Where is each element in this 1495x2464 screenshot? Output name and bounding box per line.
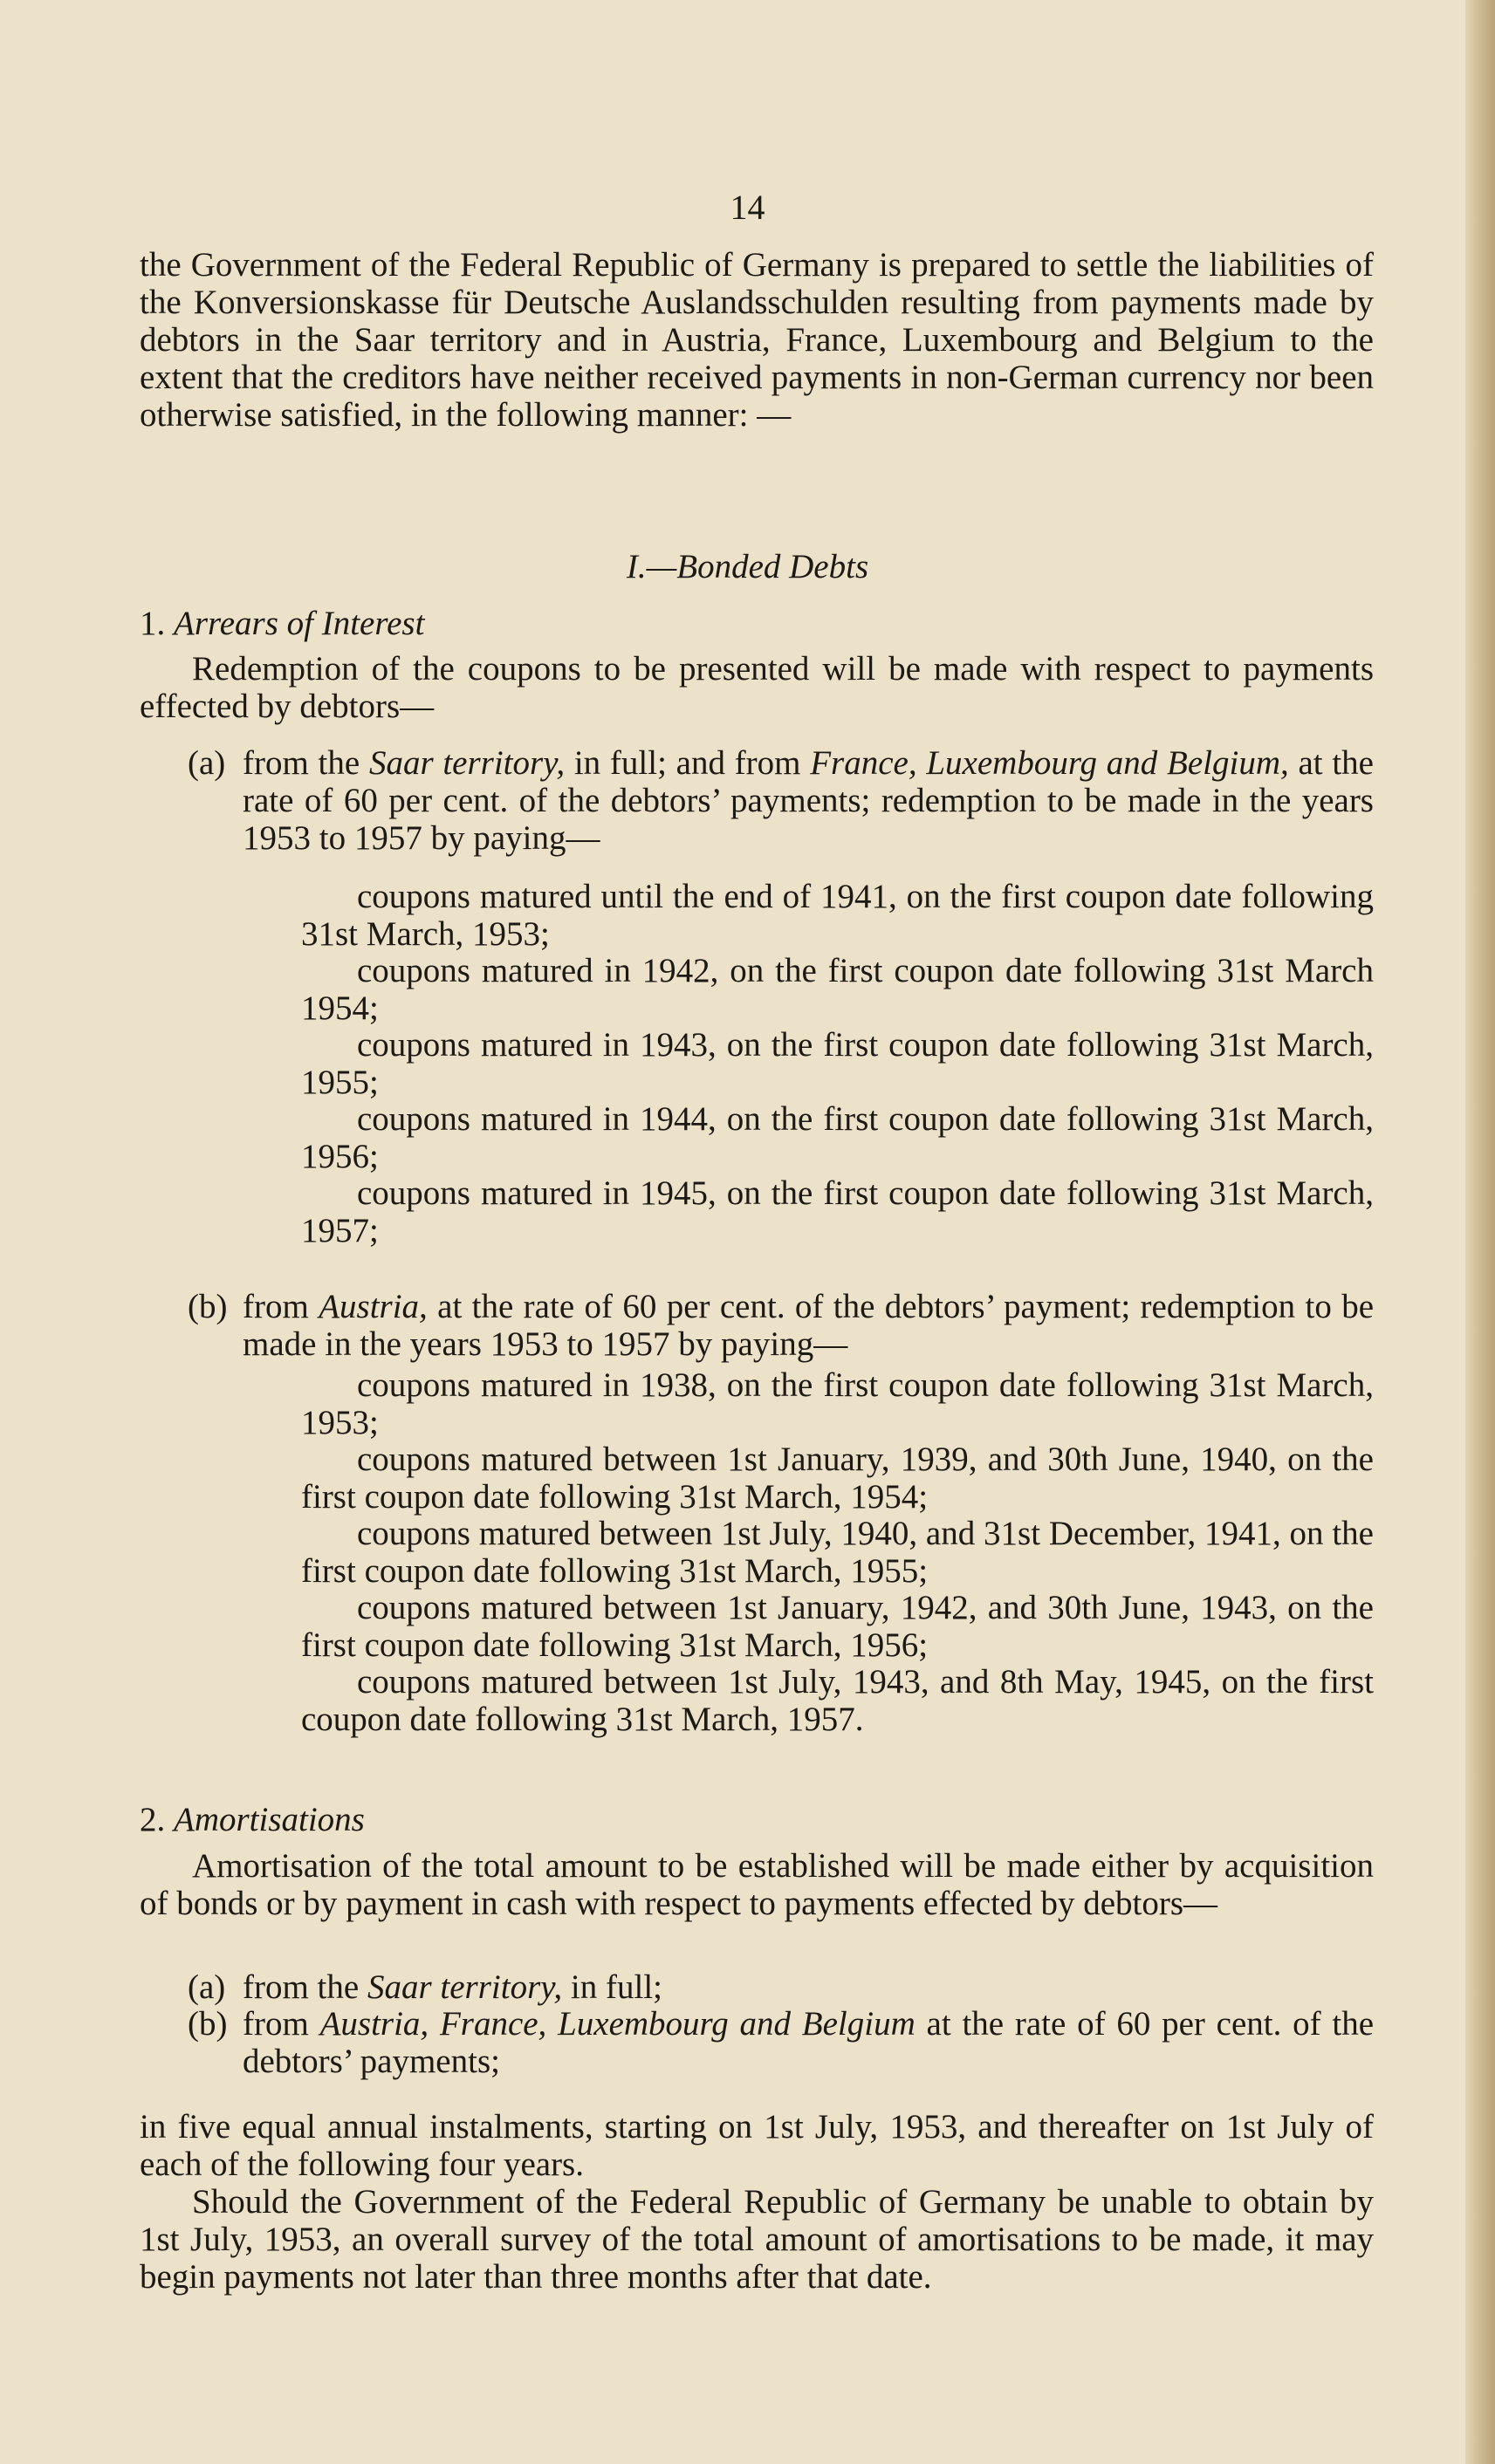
section2-item-a xyxy=(188,1968,1374,2006)
section1-item-b-text xyxy=(243,1288,1374,1363)
item-b-from: from xyxy=(243,1288,309,1325)
section1-item-a-text xyxy=(243,744,1374,857)
item2a-rest: in full; xyxy=(570,1968,662,2006)
section2-item-a-text xyxy=(243,1968,1374,2006)
section2-heading xyxy=(140,1801,365,1838)
section2-closing-block xyxy=(140,2108,1374,2296)
item2a-from: from the xyxy=(243,1968,360,2006)
coupon-line: coupons matured until the end of 1941, on the first coupon date following 31st March, 1953; xyxy=(301,878,1374,953)
coupon-line: coupons matured between 1st January, 1939, and 30th June, 1940, on the first coupon date following 31st March, 1954; xyxy=(301,1441,1374,1516)
intro-paragraph: the Government of the Federal Republic of Germany is prepared to settle the liabilities of the Konversionskasse für Deutsche Auslandsschulden resulting from payments made by debtors in the Saar territory and in Austria, France, Luxembourg and Belgium to the extent that the creditors have neither received payments in non-German currency nor been otherwise satisfied, in the following manner: — xyxy=(140,246,1374,434)
item2b-countries: Austria, France, Luxembourg and Belgium xyxy=(319,2005,916,2043)
section1-lead: Redemption of the coupons to be presented will be made with respect to payments effected by debtors— xyxy=(140,650,1374,725)
section2-item-b xyxy=(188,2005,1374,2080)
section2-item-a-label: (a) xyxy=(188,1968,226,2006)
intro-block xyxy=(140,246,1374,434)
item2b-from: from xyxy=(243,2005,309,2043)
section2-title: Amortisations xyxy=(174,1801,365,1838)
austria: Austria, xyxy=(319,1288,428,1325)
coupon-line: coupons matured in 1943, on the first coupon date following 31st March, 1955; xyxy=(301,1026,1374,1101)
item2b-rest: at the rate of 60 per cent. of the debtors’ payments; xyxy=(243,2005,1375,2080)
coupon-line: coupons matured between 1st January, 1942, and 30th June, 1943, on the first coupon date following 31st March, 1956; xyxy=(301,1589,1374,1664)
coupon-line: coupons matured in 1938, on the first coupon date following 31st March, 1953; xyxy=(301,1366,1374,1441)
item-b-rest: at the rate of 60 per cent. of the debtors’ payment; redemption to be made in the years 1953 to 1957 by paying— xyxy=(243,1288,1375,1363)
saar-territory: Saar territory, xyxy=(368,744,566,782)
page-edge-shadow xyxy=(1465,0,1495,2464)
section1-a-coupons xyxy=(301,879,1374,1249)
page-number: 14 xyxy=(730,188,765,227)
item-a-from: from the xyxy=(243,744,360,782)
part-heading xyxy=(0,548,1495,585)
coupon-line: coupons matured in 1942, on the first coupon date following 31st March 1954; xyxy=(301,952,1374,1027)
section2-item-b-label: (b) xyxy=(188,2005,228,2043)
section1-lead-block xyxy=(140,650,1374,725)
section1-b-coupons xyxy=(301,1367,1374,1738)
section2-lead: Amortisation of the total amount to be established will be made either by acquisition of bonds or by payment in cash with respect to payments effected by debtors— xyxy=(140,1847,1374,1922)
coupon-line: coupons matured between 1st July, 1940, and 31st December, 1941, on the first coupon date following 31st March, 1955; xyxy=(301,1515,1374,1590)
section1-item-b xyxy=(188,1288,1374,1363)
section1-item-b-label: (b) xyxy=(188,1288,228,1325)
section1-heading xyxy=(140,605,424,642)
part-heading-text: I.—Bonded Debts xyxy=(626,548,869,585)
coupon-line: coupons matured in 1944, on the first coupon date following 31st March, 1956; xyxy=(301,1100,1374,1175)
item-a-mid: in full; and from xyxy=(573,744,801,782)
saar-territory-2: Saar territory, xyxy=(367,1968,563,2006)
section1-title: Arrears of Interest xyxy=(174,605,425,642)
section1-number: 1. xyxy=(140,605,166,642)
instalments-paragraph: in five equal annual instalments, starting on 1st July, 1953, and thereafter on 1st July of each of the following four years. xyxy=(140,2108,1374,2183)
section2-number: 2. xyxy=(140,1801,166,1838)
section1-item-a xyxy=(188,744,1374,857)
section1-item-a-label: (a) xyxy=(188,744,226,782)
coupon-line: coupons matured between 1st July, 1943, and 8th May, 1945, on the first coupon date following 31st March, 1957. xyxy=(301,1663,1374,1738)
item-a-countries: France, Luxembourg and Belgium, xyxy=(810,744,1289,782)
item-a-rest: at the rate of 60 per cent. of the debtors’ payments; redemption to be made in the years 1953 to 1957 by paying— xyxy=(243,744,1374,857)
section2-item-b-text xyxy=(243,2005,1374,2080)
final-paragraph: Should the Government of the Federal Republic of Germany be unable to obtain by 1st July, 1953, an overall survey of the total amount of amortisations to be made, it may begin payments not later than three months after that date. xyxy=(140,2183,1374,2296)
section2-lead-block xyxy=(140,1847,1374,1922)
coupon-line: coupons matured in 1945, on the first coupon date following 31st March, 1957; xyxy=(301,1174,1374,1249)
